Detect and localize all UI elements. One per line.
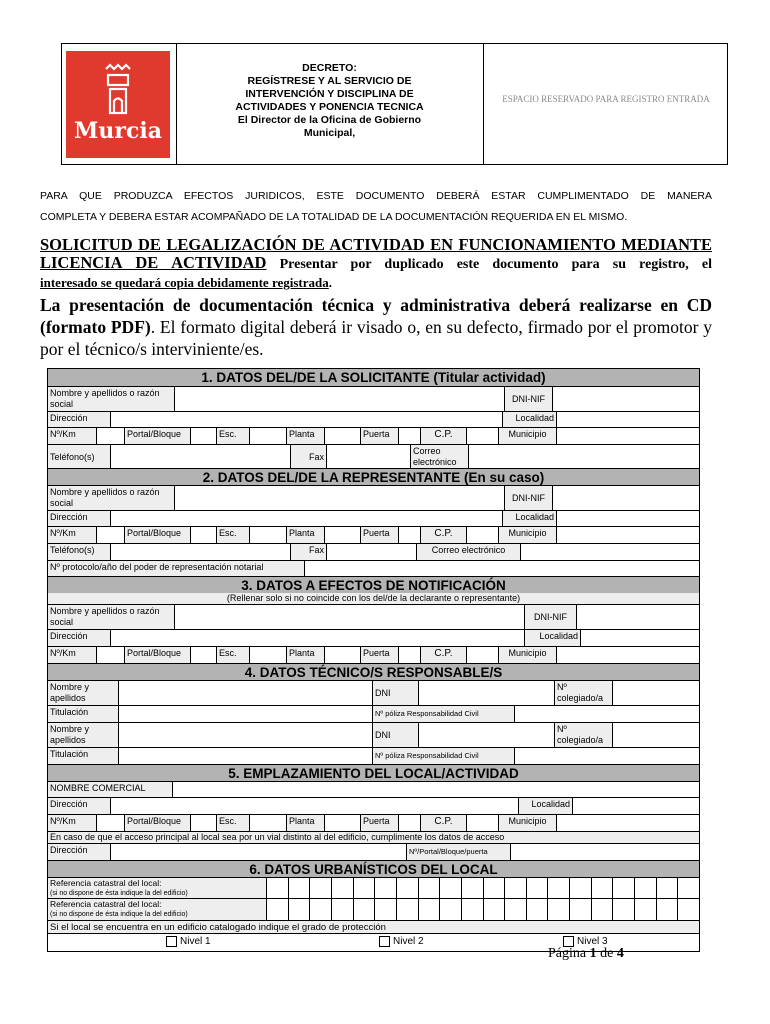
s2-esc-input[interactable] — [249, 527, 286, 544]
tech-dni-label: DNI — [372, 681, 418, 706]
page-current: 1 — [589, 946, 597, 961]
decree-line: Municipal, — [303, 127, 356, 139]
s1-row-address — [48, 411, 699, 428]
s2-row-phone — [48, 543, 699, 561]
title-heading-2: LICENCIA DE ACTIVIDAD — [40, 253, 267, 272]
address-label: Dirección — [48, 630, 110, 647]
nivel-3-label: Nivel 3 — [577, 936, 608, 948]
colegiado-label: Nº colegiado/a — [554, 723, 612, 748]
logo-cell — [62, 44, 177, 164]
commercial-name-input[interactable] — [172, 782, 699, 798]
planta-label: Planta — [286, 647, 324, 664]
registry-space: ESPACIO RESERVADO PARA REGISTRO ENTRADA — [502, 94, 710, 104]
s2-row-name — [48, 485, 699, 511]
intro-line: COMPLETA Y DEBERA ESTAR ACOMPAÑADO DE LA TOTALIDAD DE LA DOCUMENTACIÓN REQUERIDA EN EL MISMO. — [40, 211, 628, 223]
decree-line: ACTIVIDADES Y PONENCIA TECNICA — [235, 101, 424, 113]
s2-protocol-input[interactable] — [304, 561, 699, 577]
s5-cp-input[interactable] — [466, 815, 498, 832]
cadastre-label-text: Referencia catastral del local: — [50, 878, 162, 888]
protocol-label: Nº protocolo/año del poder de representación notarial — [48, 561, 304, 577]
cadastre-char-box[interactable] — [461, 899, 483, 921]
s2-cp-input[interactable] — [466, 527, 498, 544]
s3-row-name — [48, 604, 699, 630]
s6-row-catalogado — [48, 920, 699, 934]
cadastre-char-box[interactable] — [266, 899, 288, 921]
cadastre-char-box[interactable] — [569, 878, 591, 899]
tech1-titulacion-input[interactable] — [118, 706, 372, 723]
s5-portal-input[interactable] — [190, 815, 216, 832]
s1-nkm-input[interactable] — [96, 428, 124, 445]
cadastre-char-box[interactable] — [612, 878, 634, 899]
address-label: Dirección — [48, 412, 110, 428]
cadastre-char-box[interactable] — [439, 878, 461, 899]
cadastre-char-box[interactable] — [309, 878, 331, 899]
s5-planta-input[interactable] — [324, 815, 360, 832]
s5-row-address — [48, 797, 699, 815]
s1-row-name — [48, 386, 699, 412]
nkm-label: Nº/Km — [48, 527, 96, 544]
cadastre-char-box[interactable] — [331, 899, 353, 921]
application-form — [47, 368, 700, 952]
s3-puerta-input[interactable] — [398, 647, 420, 664]
intro-text — [40, 186, 712, 228]
s5-municipio-input[interactable] — [556, 815, 699, 832]
phone-label: Teléfono(s) — [48, 445, 110, 469]
cadastre-char-box[interactable] — [288, 899, 310, 921]
locality-label: Localidad — [502, 412, 556, 428]
planta-label: Planta — [286, 815, 324, 832]
cadastre-char-box[interactable] — [439, 899, 461, 921]
cadastre-char-box[interactable] — [504, 878, 526, 899]
puerta-label: Puerta — [360, 815, 398, 832]
nivel-2-checkbox[interactable] — [379, 936, 390, 947]
s1-name-input[interactable] — [174, 387, 504, 412]
s3-address-input[interactable] — [110, 630, 524, 647]
cadastre-char-box[interactable] — [547, 878, 569, 899]
s3-locality-input[interactable] — [580, 630, 699, 647]
s1-esc-input[interactable] — [249, 428, 286, 445]
tech-name-label: Nombre y apellidos — [48, 681, 118, 706]
colegiado-label: Nº colegiado/a — [554, 681, 612, 706]
tech2-colegiado-input[interactable] — [612, 723, 699, 748]
dni-label: DNI-NIF — [504, 486, 552, 511]
cadastre-char-box[interactable] — [547, 899, 569, 921]
s1-row-number — [48, 427, 699, 445]
s5-row-commercial — [48, 781, 699, 798]
section-2-header: 2. DATOS DEL/DE LA REPRESENTANTE (En su caso) — [48, 468, 699, 486]
s5-nkm-input[interactable] — [96, 815, 124, 832]
titulacion-label: Titulación — [48, 706, 118, 723]
access-portal-input[interactable] — [510, 844, 699, 861]
s2-name-input[interactable] — [174, 486, 504, 511]
decree-block — [176, 44, 484, 164]
cadastre-char-box[interactable] — [591, 899, 613, 921]
cadastre-char-box[interactable] — [266, 878, 288, 899]
cd-bold: La presentación de documentación técnica y administrativa deberá realizarse en CD (formato PDF) — [40, 295, 712, 337]
cadastre-char-box[interactable] — [656, 878, 678, 899]
cadastre-note: (si no dispone de ésta indique la del edificio) — [50, 911, 188, 918]
tech2-name-input[interactable] — [118, 723, 372, 748]
nivel-2-label: Nivel 2 — [393, 936, 424, 948]
cadastre-char-box[interactable] — [309, 899, 331, 921]
copy-note: interesado se quedará copia debidamente registrada — [40, 275, 329, 290]
s3-portal-input[interactable] — [190, 647, 216, 664]
s1-cp-input[interactable] — [466, 428, 498, 445]
access-address-label: Dirección — [48, 844, 110, 861]
tech2-titulacion-input[interactable] — [118, 748, 372, 765]
puerta-label: Puerta — [360, 527, 398, 544]
nivel-1-label: Nivel 1 — [180, 936, 211, 948]
s2-address-input[interactable] — [110, 511, 502, 527]
cadastre-char-box[interactable] — [288, 878, 310, 899]
decree-line: DECRETO: — [302, 62, 357, 74]
municipio-label: Municipio — [498, 647, 556, 664]
locality-label: Localidad — [518, 798, 572, 815]
access-note: En caso de que el acceso principal al local sea por un vial distinto al del edificio, cumplimente los datos de acceso — [48, 832, 699, 844]
copy-note-end: . — [328, 275, 333, 290]
s5-puerta-input[interactable] — [398, 815, 420, 832]
s3-esc-input[interactable] — [249, 647, 286, 664]
cp-label: C.P. — [420, 428, 466, 445]
municipio-label: Municipio — [498, 815, 556, 832]
protection-label: Si el local se encuentra en un edificio catalogado indique el grado de protección — [48, 921, 699, 934]
s1-locality-input[interactable] — [556, 412, 699, 428]
s1-address-input[interactable] — [110, 412, 502, 428]
s6-row-cadastre2 — [48, 898, 699, 921]
dni-label: DNI-NIF — [524, 605, 576, 630]
nivel-1-checkbox[interactable] — [166, 936, 177, 947]
section-5-header: 5. EMPLAZAMIENTO DEL LOCAL/ACTIVIDAD — [48, 764, 699, 782]
cadastre-char-box[interactable] — [526, 878, 548, 899]
cadastre-char-box[interactable] — [396, 878, 418, 899]
cadastre-char-box[interactable] — [634, 899, 656, 921]
nkm-label: Nº/Km — [48, 428, 96, 445]
cadastre-char-box[interactable] — [504, 899, 526, 921]
cadastre-label — [48, 878, 266, 899]
tech-name-label: Nombre y apellidos — [48, 723, 118, 748]
cadastre-char-box[interactable] — [677, 878, 699, 899]
tech1-dni-input[interactable] — [418, 681, 554, 706]
cadastre-char-box[interactable] — [374, 899, 396, 921]
title-line3 — [40, 274, 712, 292]
name-label: Nombre y apellidos o razón social — [48, 486, 174, 511]
poliza-label: Nº póliza Responsabilidad Civil — [372, 748, 514, 765]
section-6-header: 6. DATOS URBANÍSTICOS DEL LOCAL — [48, 860, 699, 878]
s2-puerta-input[interactable] — [398, 527, 420, 544]
s1-planta-input[interactable] — [324, 428, 360, 445]
s3-municipio-input[interactable] — [556, 647, 699, 664]
cp-label: C.P. — [420, 815, 466, 832]
s3-cp-input[interactable] — [466, 647, 498, 664]
s2-row-protocol — [48, 560, 699, 577]
esc-label: Esc. — [216, 815, 249, 832]
fax-label: Fax — [290, 445, 326, 469]
cadastre-char-box[interactable] — [591, 878, 613, 899]
s5-locality-input[interactable] — [572, 798, 699, 815]
decree-line: REGÍSTRESE Y AL SERVICIO DE — [247, 75, 412, 87]
cadastre-char-box[interactable] — [374, 878, 396, 899]
esc-label: Esc. — [216, 647, 249, 664]
cadastre-char-box[interactable] — [461, 878, 483, 899]
name-label: Nombre y apellidos o razón social — [48, 387, 174, 412]
cadastre-label-text: Referencia catastral del local: — [50, 899, 162, 909]
s2-nkm-input[interactable] — [96, 527, 124, 544]
cd-instructions — [40, 294, 712, 360]
tech1-poliza-input[interactable] — [514, 706, 699, 723]
planta-label: Planta — [286, 428, 324, 445]
cadastre-char-box[interactable] — [526, 899, 548, 921]
s2-email-input[interactable] — [520, 544, 699, 561]
s3-row-number — [48, 646, 699, 664]
fax-label: Fax — [290, 544, 326, 561]
s1-municipio-input[interactable] — [556, 428, 699, 445]
s4-row-tech2 — [48, 722, 699, 748]
title-heading: SOLICITUD DE LEGALIZACIÓN DE ACTIVIDAD EN FUNCIONAMIENTO MEDIANTE — [40, 235, 712, 254]
s1-phone-input[interactable] — [110, 445, 290, 469]
cadastre-char-box[interactable] — [634, 878, 656, 899]
section-4-header: 4. DATOS TÉCNICO/S RESPONSABLE/S — [48, 663, 699, 681]
puerta-label: Puerta — [360, 428, 398, 445]
intro-line: PARA QUE PRODUZCA EFECTOS JURIDICOS, ESTE DOCUMENTO DEBERÁ ESTAR CUMPLIMENTADO DE MANERA — [40, 190, 712, 202]
municipio-label: Municipio — [498, 428, 556, 445]
logo-text: Murcia — [74, 118, 162, 144]
s3-planta-input[interactable] — [324, 647, 360, 664]
esc-label: Esc. — [216, 428, 249, 445]
section-3-note: (Rellenar solo si no coincide con los del/de la declarante o representante) — [48, 593, 699, 604]
portal-label: Portal/Bloque — [124, 527, 190, 544]
tech-dni-label: DNI — [372, 723, 418, 748]
cadastre-char-box[interactable] — [483, 899, 505, 921]
nkm-label: Nº/Km — [48, 647, 96, 664]
puerta-label: Puerta — [360, 647, 398, 664]
cadastre-label — [48, 899, 266, 921]
cadastre-note: (si no dispone de ésta indique la del edificio) — [50, 890, 188, 897]
nivel-2-option[interactable] — [377, 934, 477, 952]
s1-portal-input[interactable] — [190, 428, 216, 445]
page-mid: de — [596, 946, 617, 961]
title-line2 — [40, 254, 712, 274]
s4-row-tech1 — [48, 680, 699, 706]
s3-nkm-input[interactable] — [96, 647, 124, 664]
address-label: Dirección — [48, 511, 110, 527]
duplicate-note: Presentar por duplicado este documento para su registro, el — [266, 257, 712, 272]
s1-email-input[interactable] — [468, 445, 699, 469]
page-number — [548, 946, 624, 962]
cp-label: C.P. — [420, 527, 466, 544]
section-1-header: 1. DATOS DEL/DE LA SOLICITANTE (Titular actividad) — [48, 369, 699, 386]
request-title — [40, 236, 712, 360]
cadastre-char-box[interactable] — [331, 878, 353, 899]
portal-label: Portal/Bloque — [124, 647, 190, 664]
tech1-name-input[interactable] — [118, 681, 372, 706]
header-box — [61, 43, 728, 165]
s2-row-address — [48, 510, 699, 527]
nkm-label: Nº/Km — [48, 815, 96, 832]
cadastre-char-box[interactable] — [656, 899, 678, 921]
s4-row-tit2 — [48, 747, 699, 765]
cadastre-char-box[interactable] — [353, 899, 375, 921]
decree-line: El Director de la Oficina de Gobierno — [237, 114, 422, 126]
email-label: Correo electrónico — [416, 544, 520, 561]
s5-address-input[interactable] — [110, 798, 518, 815]
tech1-colegiado-input[interactable] — [612, 681, 699, 706]
page-total: 4 — [616, 946, 624, 961]
s2-row-number — [48, 526, 699, 544]
tech2-poliza-input[interactable] — [514, 748, 699, 765]
portal-label: Portal/Bloque — [124, 428, 190, 445]
cadastre-char-box[interactable] — [396, 899, 418, 921]
s3-dni-input[interactable] — [576, 605, 699, 630]
phone-label: Teléfono(s) — [48, 544, 110, 561]
s4-row-tit1 — [48, 705, 699, 723]
access-address-input[interactable] — [110, 844, 406, 861]
cadastre-char-box[interactable] — [353, 878, 375, 899]
page-prefix: Página — [548, 946, 590, 961]
access-portal-label: Nº/Portal/Bloque/puerta — [406, 844, 510, 861]
s5-row-access — [48, 843, 699, 861]
s5-row-number — [48, 814, 699, 832]
s5-esc-input[interactable] — [249, 815, 286, 832]
s2-fax-input[interactable] — [326, 544, 416, 561]
commercial-name-label: NOMBRE COMERCIAL — [48, 782, 172, 798]
planta-label: Planta — [286, 527, 324, 544]
decree-line: INTERVENCIÓN Y DISCIPLINA DE — [245, 88, 414, 100]
cd-rest: . El formato digital deberá ir visado o, en su defecto, firmado por el promotor y por el técnico/s interviniente/es. — [40, 317, 712, 359]
poliza-label: Nº póliza Responsabilidad Civil — [372, 706, 514, 723]
email-label: Correo electrónico — [410, 445, 468, 469]
cadastre-char-box[interactable] — [483, 878, 505, 899]
cp-label: C.P. — [420, 647, 466, 664]
level-cell — [264, 934, 377, 952]
locality-label: Localidad — [524, 630, 580, 647]
s3-name-input[interactable] — [174, 605, 524, 630]
cadastre-char-box[interactable] — [418, 878, 440, 899]
s1-dni-input[interactable] — [552, 387, 699, 412]
s3-row-address — [48, 629, 699, 647]
s2-planta-input[interactable] — [324, 527, 360, 544]
s2-dni-input[interactable] — [552, 486, 699, 511]
tech2-dni-input[interactable] — [418, 723, 554, 748]
titulacion-label: Titulación — [48, 748, 118, 765]
name-label: Nombre y apellidos o razón social — [48, 605, 174, 630]
esc-label: Esc. — [216, 527, 249, 544]
cadastre-grid-2[interactable] — [266, 899, 699, 921]
cadastre-char-box[interactable] — [569, 899, 591, 921]
s1-row-phone — [48, 444, 699, 469]
cadastre-char-box[interactable] — [612, 899, 634, 921]
portal-label: Portal/Bloque — [124, 815, 190, 832]
s1-puerta-input[interactable] — [398, 428, 420, 445]
cadastre-grid-1[interactable] — [266, 878, 699, 899]
cadastre-char-box[interactable] — [677, 899, 699, 921]
dni-label: DNI-NIF — [504, 387, 552, 412]
s2-municipio-input[interactable] — [556, 527, 699, 544]
municipio-label: Municipio — [498, 527, 556, 544]
s1-fax-input[interactable] — [326, 445, 410, 469]
address-label: Dirección — [48, 798, 110, 815]
s2-locality-input[interactable] — [556, 511, 699, 527]
s6-row-cadastre1 — [48, 877, 699, 899]
s2-phone-input[interactable] — [110, 544, 290, 561]
locality-label: Localidad — [502, 511, 556, 527]
cadastre-char-box[interactable] — [418, 899, 440, 921]
murcia-logo — [66, 51, 170, 158]
nivel-1-option[interactable] — [164, 934, 264, 952]
s2-portal-input[interactable] — [190, 527, 216, 544]
section-3-header: 3. DATOS A EFECTOS DE NOTIFICACIÓN — [48, 576, 699, 594]
